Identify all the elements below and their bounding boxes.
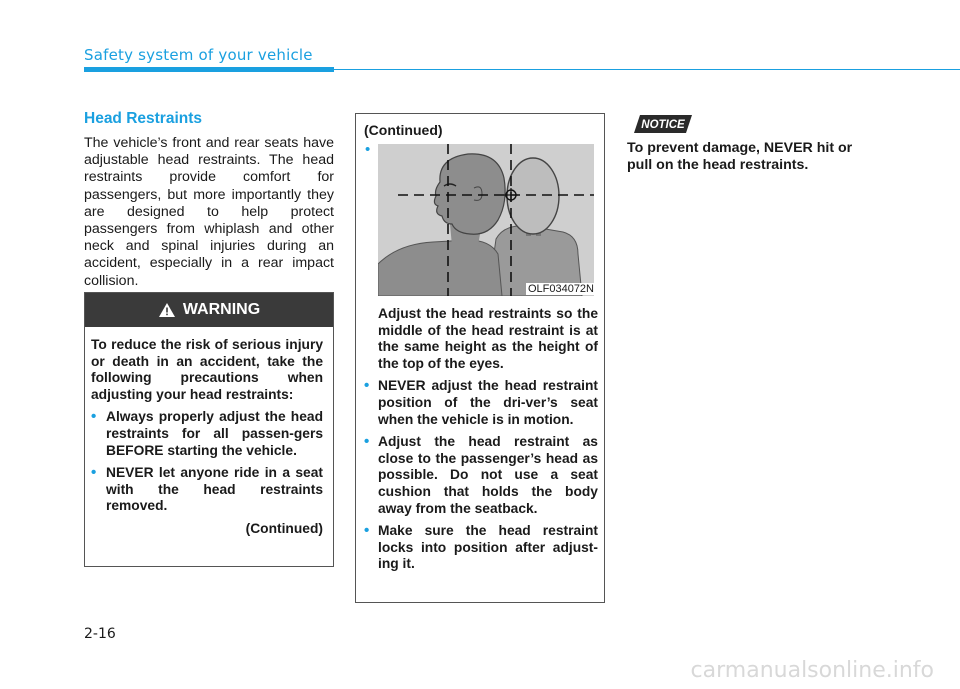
continued-lead: Adjust the head restraints so the middle of the head restraint is at the same height as the height of the top of the eyes. <box>378 306 598 371</box>
notice-label: NOTICE <box>641 119 685 131</box>
continued-body <box>364 306 598 579</box>
warning-triangle-icon <box>158 302 176 318</box>
continued-bullet: • Adjust the head restraint as close to the passenger’s head as possible. Do not use a seat cushion that holds the body away from the seatback. <box>364 434 598 517</box>
warning-continued: (Continued) <box>245 520 323 536</box>
section-title: Head Restraints <box>84 110 203 127</box>
illustration-code: OLF034072N <box>527 283 594 295</box>
warning-bullet: • Always properly adjust the head restraints for all passen-gers BEFORE starting the vehicle. <box>91 409 323 459</box>
head-restraint-illustration <box>378 144 594 296</box>
continued-bullet: • NEVER adjust the head restraint position of the dri-ver’s seat when the vehicle is in motion. <box>364 378 598 428</box>
notice-text: To prevent damage, NEVER hit or pull on the head restraints. <box>627 140 853 174</box>
warning-continued-box <box>355 113 605 603</box>
warning-body <box>85 327 333 538</box>
watermark: carmanualsonline.info <box>690 658 934 683</box>
head-restraint-drawing <box>378 144 594 296</box>
warning-box <box>84 292 334 567</box>
header-rule <box>334 69 960 70</box>
bullet-dot: • <box>365 141 371 158</box>
section-intro: The vehicle’s front and rear seats have adjustable head restraints. The head restraints provide comfort for passengers, but more importantly they are designed to help protect passengers from whiplash and other neck and spinal injuries during an accident, especially in a rear impact collision. <box>84 135 334 289</box>
page-header-title: Safety system of your vehicle <box>84 46 313 64</box>
warning-lead: To reduce the risk of serious injury or death in an accident, take the following precautions when adjusting your head restraints: <box>91 337 323 402</box>
warning-header <box>85 293 333 327</box>
page-number: 2-16 <box>84 626 116 642</box>
continued-label: (Continued) <box>364 122 443 138</box>
warning-bullet: • NEVER let anyone ride in a seat with the head restraints removed. <box>91 465 323 515</box>
header-accent-bar <box>84 67 334 72</box>
warning-label: WARNING <box>182 301 261 318</box>
continued-bullet: • Make sure the head restraint locks into position after adjust-ing it. <box>364 523 598 573</box>
notice-badge <box>634 115 692 133</box>
